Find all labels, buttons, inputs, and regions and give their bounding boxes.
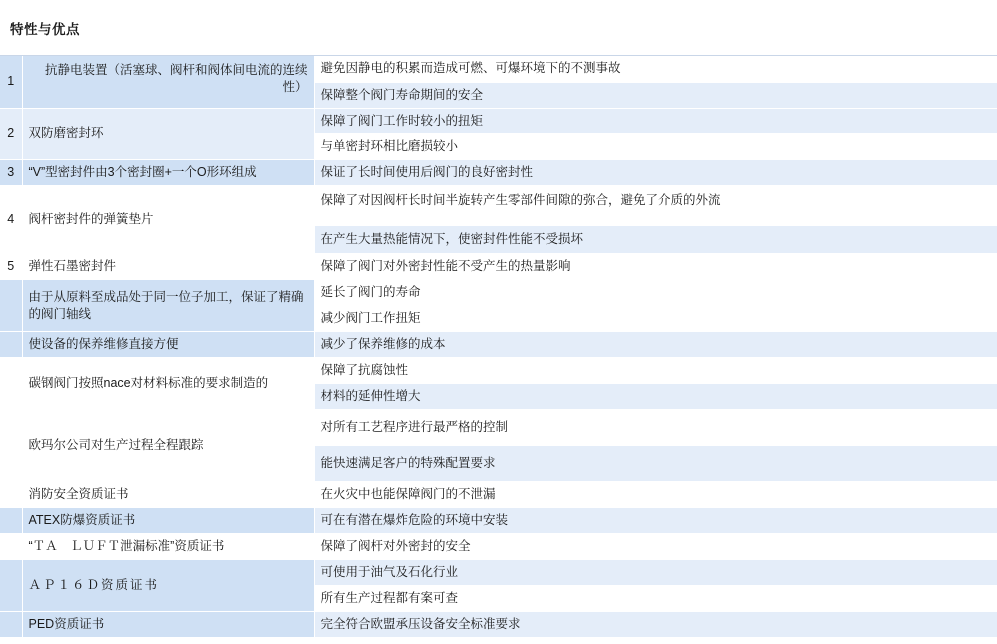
page-title: 特性与优点 <box>10 21 80 37</box>
row-number <box>0 482 22 508</box>
feature-cell: 阀杆密封件的弹簧垫片 <box>22 186 314 254</box>
benefit-cell: 可使用于油气及石化行业 <box>314 560 997 586</box>
table-row <box>0 160 997 186</box>
feature-cell: PED资质证书 <box>22 612 314 638</box>
benefit-cell: 完全符合欧盟承压设备安全标准要求 <box>314 612 997 638</box>
feature-cell: 抗静电装置（活塞球、阀杆和阀体间电流的连续性） <box>22 56 314 108</box>
features-benefits-table <box>0 56 997 638</box>
benefit-cell: 材料的延伸性增大 <box>314 384 997 410</box>
benefit-cell: 保障整个阀门寿命期间的安全 <box>314 82 997 108</box>
benefit-cell: 保障了阀杆对外密封的安全 <box>314 534 997 560</box>
benefit-cell: 对所有工艺程序进行最严格的控制 <box>314 410 997 446</box>
table-row <box>0 612 997 638</box>
table-row <box>0 186 997 226</box>
row-number <box>0 560 22 612</box>
feature-cell: ＡＰ１６Ｄ资质证书 <box>22 560 314 612</box>
benefit-cell: 延长了阀门的寿命 <box>314 280 997 306</box>
benefit-cell: 保障了对因阀杆长时间半旋转产生零部件间隙的弥合，避免了介质的外流 <box>314 186 997 226</box>
feature-cell: 碳钢阀门按照nace对材料标准的要求制造的 <box>22 358 314 410</box>
row-number <box>0 280 22 332</box>
table-row <box>0 358 997 384</box>
document-title-bar <box>0 0 997 56</box>
row-number: 3 <box>0 160 22 186</box>
benefit-cell: 减少阀门工作扭矩 <box>314 306 997 332</box>
table-row <box>0 332 997 358</box>
row-number <box>0 332 22 358</box>
table-row <box>0 560 997 586</box>
feature-cell: 由于从原料至成品处于同一位子加工，保证了精确的阀门轴线 <box>22 280 314 332</box>
feature-cell: 使设备的保养维修直接方便 <box>22 332 314 358</box>
row-number <box>0 410 22 482</box>
benefit-cell: 保证了长时间使用后阀门的良好密封性 <box>314 160 997 186</box>
benefit-cell: 保障了阀门工作时较小的扭矩 <box>314 108 997 134</box>
benefit-cell: 保障了阀门对外密封性能不受产生的热量影响 <box>314 254 997 280</box>
feature-cell: ATEX防爆资质证书 <box>22 508 314 534</box>
table-row <box>0 280 997 306</box>
benefit-cell: 在产生大量热能情况下，使密封件性能不受损坏 <box>314 226 997 254</box>
feature-cell: 欧玛尔公司对生产过程全程跟踪 <box>22 410 314 482</box>
benefit-cell: 避免因静电的积累而造成可燃、可爆环境下的不测事故 <box>314 56 997 82</box>
feature-cell: “V”型密封件由3个密封圈+一个O形环组成 <box>22 160 314 186</box>
benefit-cell: 在火灾中也能保障阀门的不泄漏 <box>314 482 997 508</box>
benefit-cell: 所有生产过程都有案可查 <box>314 586 997 612</box>
table-body <box>0 56 997 638</box>
benefit-cell: 可在有潜在爆炸危险的环境中安装 <box>314 508 997 534</box>
row-number <box>0 534 22 560</box>
benefit-cell: 减少了保养维修的成本 <box>314 332 997 358</box>
row-number: 2 <box>0 108 22 160</box>
benefit-cell: 保障了抗腐蚀性 <box>314 358 997 384</box>
row-number <box>0 358 22 410</box>
row-number: 5 <box>0 254 22 280</box>
table-row <box>0 534 997 560</box>
feature-cell: 双防磨密封环 <box>22 108 314 160</box>
feature-cell: “ＴＡ ＬＵＦＴ泄漏标准”资质证书 <box>22 534 314 560</box>
table-row <box>0 508 997 534</box>
feature-cell: 弹性石墨密封件 <box>22 254 314 280</box>
table-row <box>0 108 997 134</box>
benefit-cell: 与单密封环相比磨损较小 <box>314 134 997 160</box>
table-row <box>0 482 997 508</box>
row-number: 1 <box>0 56 22 108</box>
benefit-cell: 能快速满足客户的特殊配置要求 <box>314 446 997 482</box>
row-number <box>0 508 22 534</box>
table-row <box>0 56 997 82</box>
feature-cell: 消防安全资质证书 <box>22 482 314 508</box>
table-row <box>0 410 997 446</box>
table-row <box>0 254 997 280</box>
row-number: 4 <box>0 186 22 254</box>
row-number <box>0 612 22 638</box>
